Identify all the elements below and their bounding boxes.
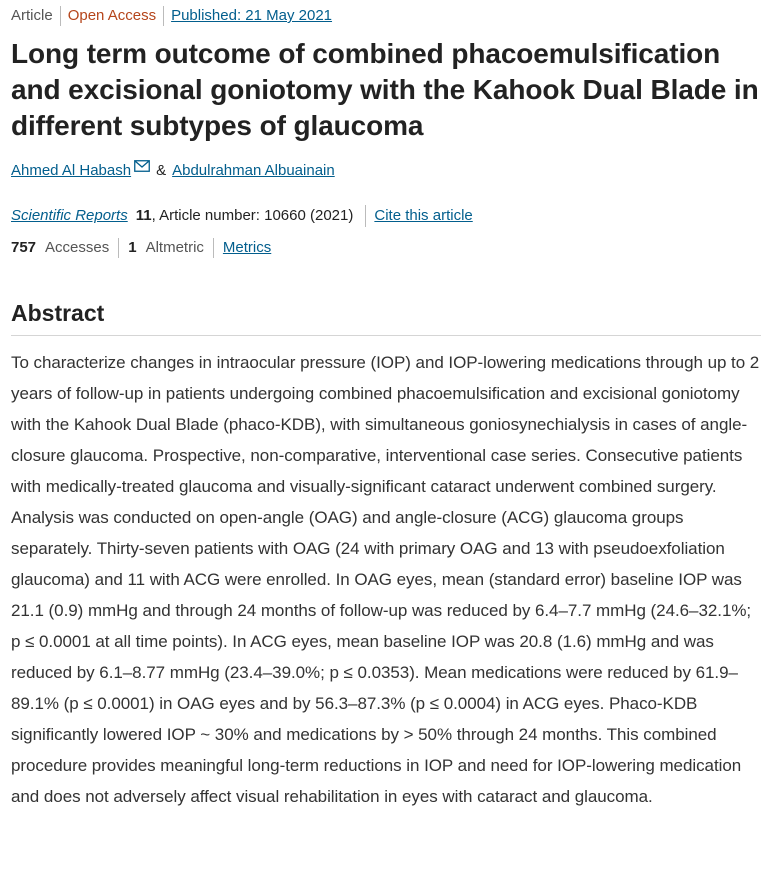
article-type: Article [11,7,53,24]
metrics-row [11,237,271,259]
open-access-badge: Open Access [67,7,157,24]
author-separator: & [156,162,167,179]
journal-volume: 11 [135,207,152,224]
citation-row [11,205,473,227]
meta-divider [60,6,61,26]
abstract-body: To characterize changes in intraocular pressure (IOP) and IOP-lowering medications through up to 2 years of follow-up in patients undergoing combined phacoemulsification and excisional goniotomy with the Kahook Dual Blade (phaco-KDB), with simultaneous goniosynechialysis in cases of angle-closure glaucoma. Prospective, non-comparative, interventional case series. Consecutive patients with medically-treated glaucoma and visually-significant cataract underwent combined surgery. Analysis was conducted on open-angle (OAG) and angle-closure (ACG) glaucoma groups separately. Thirty-seven patients with OAG (24 with primary OAG and 13 with pseudoexfoliation glaucoma) and 11 with ACG were enrolled. In OAG eyes, mean (standard error) baseline IOP was 21.1 (0.9) mmHg and through 24 months of follow-up was reduced by 6.4–7.7 mmHg (24.6–32.1%; p ≤ 0.0001 at all time points). In ACG eyes, mean baseline IOP was 20.8 (1.6) mmHg and was reduced by 6.1–8.77 mmHg (23.4–39.0%; p ≤ 0.0353). Mean medications were reduced by 61.9–89.1% (p ≤ 0.0001) in OAG eyes and by 56.3–87.3% (p ≤ 0.0004) in ACG eyes. Phaco-KDB significantly lowered IOP ~ 30% and medications by > 50% through 24 months. This combined procedure provides meaningful long-term reductions in IOP and need for IOP-lowering medication and does not adversely affect visual rehabilitation in eyes with cataract and glaucoma. [11,353,760,806]
cite-this-article-link[interactable]: Cite this article [374,207,473,224]
altmetric-count: 1 [128,239,137,256]
altmetric-label: Altmetric [145,239,204,256]
article-number: , Article number: 10660 (2021) [151,207,354,224]
envelope-icon[interactable] [134,157,150,179]
metrics-divider [118,238,119,258]
accesses-label: Accesses [45,239,110,256]
article-meta [11,6,332,26]
citation-divider [365,205,366,227]
metrics-divider [213,238,214,258]
author-link-habash[interactable]: Ahmed Al Habash [11,162,132,179]
published-date-link[interactable]: Published: 21 May 2021 [171,7,333,24]
abstract-heading: Abstract [11,300,105,326]
meta-divider [163,6,164,26]
author-link-albuainain[interactable]: Abdulrahman Albuainain [172,162,335,179]
abstract-divider [11,335,761,336]
accesses-count: 757 [11,239,37,256]
author-list [11,160,335,182]
journal-link[interactable]: Scientific Reports [11,207,128,224]
metrics-link[interactable]: Metrics [222,239,272,256]
article-title: Long term outcome of combined phacoemulsification and excisional goniotomy with the Kahook Dual Blade in different subtypes of glaucoma [11,38,759,141]
